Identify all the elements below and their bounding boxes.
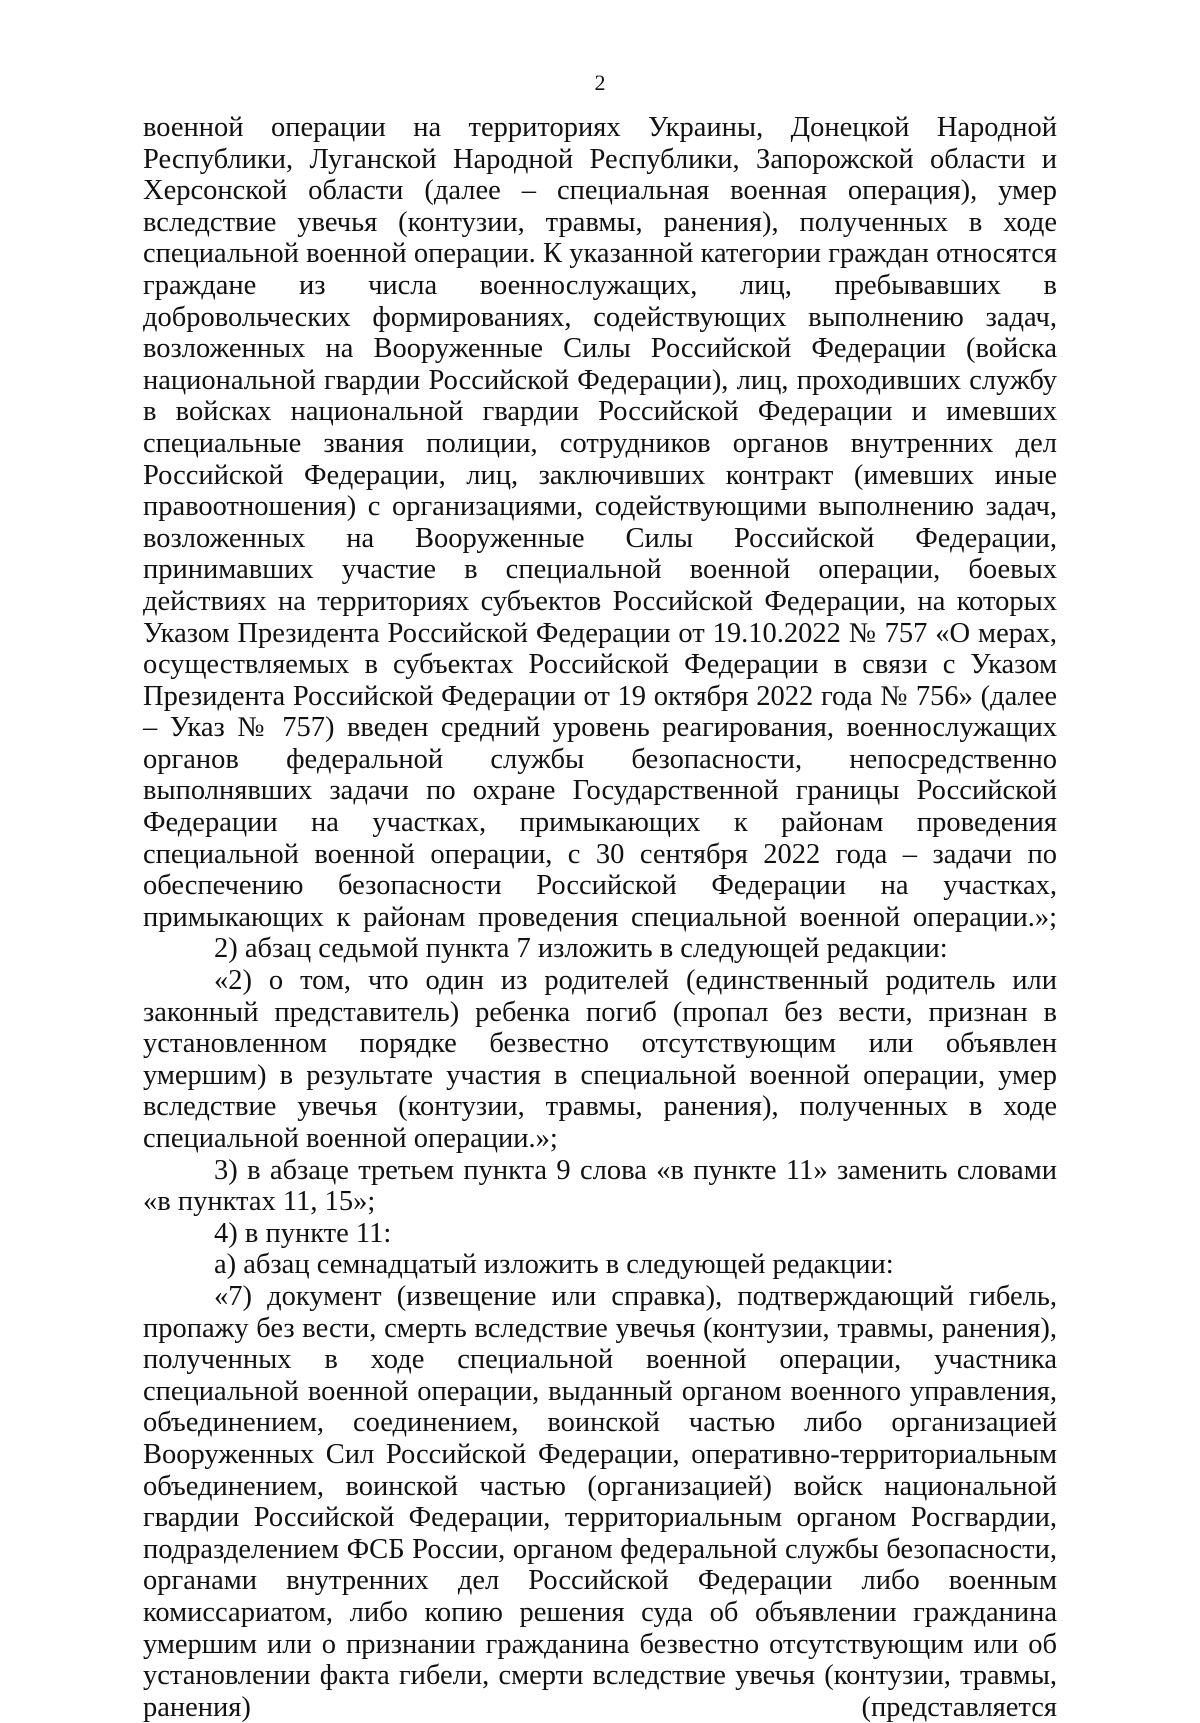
paragraph-item-3: 3) в абзаце третьем пункта 9 слова «в пункте 11» заменить словами «в пунктах 11, 15»;: [143, 1154, 1057, 1218]
paragraph-item-2: 2) абзац седьмой пункта 7 изложить в следующей редакции:: [214, 933, 948, 965]
paragraph-continuation: военной операции на территориях Украины, Донецкой Народной Республики, Луганской Народной Республики, Запорожской области и Херсонской области (далее – специальная военная операция), умер вследствие увечья (контузии, травмы, ранения), полученных в ходе специальной военной операции. К указанной категории граждан относятся граждане из числа военнослужащих, лиц, пребывавших в добровольческих формированиях, содействующих выполнению задач, возложенных на Вооруженные Силы Российской Федерации (войска национальной гвардии Российской Федерации), лиц, проходивших службу в войсках национальной гвардии Российской Федерации и имевших специальные звания полиции, сотрудников органов внутренних дел Российской Федерации, лиц, заключивших контракт (имевших иные правоотношения) с организациями, содействующими выполнению задач, возложенных на Вооруженные Силы Российской Федерации, принимавших участие в специальной военной операции, боевых действиях на территориях субъектов Российской Федерации, на которых Указом Президента Российской Федерации от 19.10.2022 № 757 «О мерах, осуществляемых в субъектах Российской Федерации в связи с Указом Президента Российской Федерации от 19 октября 2022 года № 756» (далее – Указ № 757) введен средний уровень реагирования, военнослужащих органов федеральной службы безопасности, непосредственно выполнявших задачи по охране Государственной границы Российской Федерации на участках, примыкающих к районам проведения специальной военной операции, с 30 сентября 2022 года – задачи по обеспечению безопасности Российской Федерации на участках, примыкающих к районам проведения специальной военной операции.»;: [143, 112, 1057, 933]
paragraph-item-2-text: «2) о том, что один из родителей (единственный родитель или законный представитель) ребенка погиб (пропал без вести, признан в установленном порядке безвестно отсутствующим или объявлен умершим) в результате участия в специальной военной операции, умер вследствие увечья (контузии, травмы, ранения), полученных в ходе специальной военной операции.»;: [143, 965, 1057, 1154]
paragraph-item-7-text: «7) документ (извещение или справка), подтверждающий гибель, пропажу без вести, смерть вследствие увечья (контузии, травмы, ранения), полученных в ходе специальной военной операции, участника специальной военной операции, выданный органом военного управления, объединением, соединением, воинской частью либо организацией Вооруженных Сил Российской Федерации, оперативно-территориальным объединением, воинской частью (организацией) войск национальной гвардии Российской Федерации, территориальным органом Росгвардии, подразделением ФСБ России, органом федеральной службы безопасности, органами внутренних дел Российской Федерации либо военным комиссариатом, либо копию решения суда об объявлении гражданина умершим или о признании гражданина безвестно отсутствующим или об установлении факта гибели, смерти вследствие увечья (контузии, травмы, ранения) (представляется: [143, 1280, 1057, 1723]
paragraph-item-4: 4) в пункте 11:: [214, 1217, 392, 1249]
paragraph-item-4a: а) абзац семнадцатый изложить в следующей редакции:: [214, 1249, 894, 1281]
document-body: [143, 112, 1057, 1723]
page-number: 2: [594, 70, 606, 95]
